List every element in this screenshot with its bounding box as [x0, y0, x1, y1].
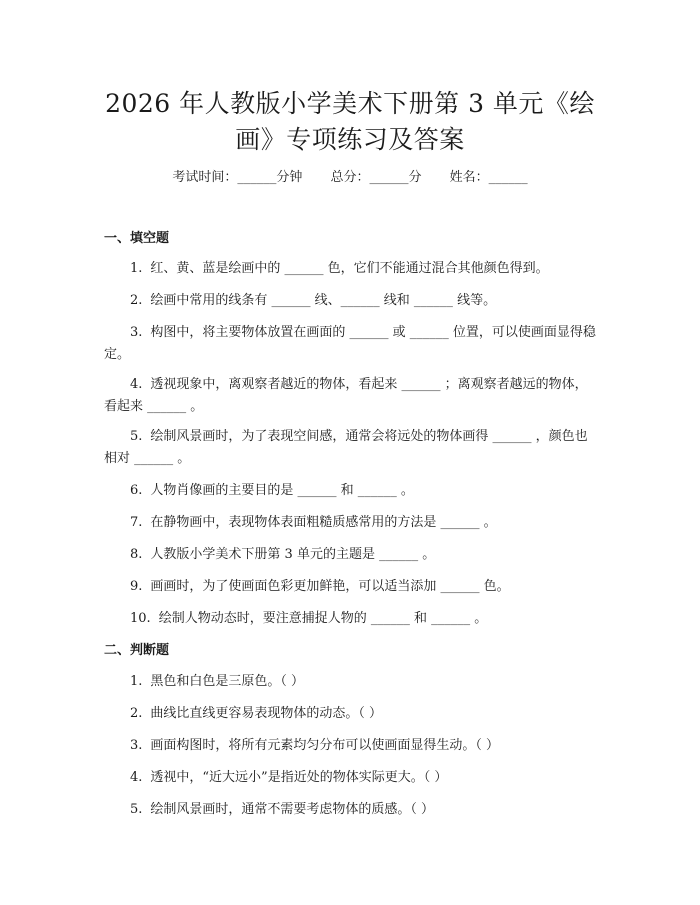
question-item	[104, 290, 600, 312]
total-score-field: 总分：______分	[330, 170, 422, 185]
question-number: 2.	[130, 293, 143, 308]
question-text: 画画时，为了使画面色彩更加鲜艳，可以适当添加 ______ 色。	[150, 579, 510, 594]
question-text: 人教版小学美术下册第 3 单元的主题是 ______ 。	[150, 547, 436, 562]
question-item	[104, 671, 600, 693]
question-item	[104, 576, 600, 598]
question-text: 绘制人物动态时，要注意捕捉人物的 ______ 和 ______ 。	[158, 611, 488, 626]
question-item	[104, 608, 600, 630]
question-text: 构图中，将主要物体放置在画面的 ______ 或 ______ 位置，可以使画面显得稳定。	[104, 325, 596, 362]
question-text: 绘画中常用的线条有 ______ 线、______ 线和 ______ 线等。	[150, 293, 497, 308]
question-text: 在静物画中，表现物体表面粗糙质感常用的方法是 ______ 。	[150, 515, 497, 530]
name-field: 姓名：______	[449, 170, 528, 185]
question-item	[104, 767, 600, 789]
document-title-line-1: 2026 年人教版小学美术下册第 3 单元《绘	[105, 89, 595, 118]
question-text: 黑色和白色是三原色。（ ）	[150, 674, 305, 689]
exam-info	[0, 168, 700, 188]
question-text: 红、黄、蓝是绘画中的 ______ 色，它们不能通过混合其他颜色得到。	[150, 261, 549, 276]
question-number: 4.	[130, 377, 143, 392]
question-item	[104, 544, 600, 566]
question-text: 透视中，“近大远小”是指近处的物体实际更大。（ ）	[150, 770, 448, 785]
question-number: 9.	[130, 579, 143, 594]
question-item	[104, 258, 600, 280]
question-item	[104, 512, 600, 534]
question-item	[104, 703, 600, 725]
exam-time-field: 考试时间：______分钟	[172, 170, 303, 185]
question-number: 8.	[130, 547, 143, 562]
section-heading-true-false: 二、判断题	[104, 643, 170, 658]
question-number: 3.	[130, 738, 143, 753]
question-item	[104, 735, 600, 757]
question-number: 1.	[130, 674, 143, 689]
question-number: 10.	[130, 611, 151, 626]
question-text: 画面构图时，将所有元素均匀分布可以使画面显得生动。（ ）	[150, 738, 500, 753]
question-number: 1.	[130, 261, 143, 276]
document-title-line-2: 画》专项练习及答案	[235, 125, 465, 154]
question-number: 4.	[130, 770, 143, 785]
question-number: 2.	[130, 706, 143, 721]
section-heading-fill-blank: 一、填空题	[104, 231, 170, 246]
question-text: 透视现象中，离观察者越近的物体，看起来 ______ ；离观察者越远的物体，看起来 ______ 。	[104, 377, 588, 414]
question-number: 6.	[130, 483, 143, 498]
question-text: 绘制风景画时，通常不需要考虑物体的质感。（ ）	[150, 802, 435, 817]
question-item	[104, 322, 600, 366]
question-number: 7.	[130, 515, 143, 530]
question-item	[104, 480, 600, 502]
question-number: 3.	[130, 325, 143, 340]
question-number: 5.	[130, 429, 143, 444]
question-item	[104, 426, 600, 470]
question-number: 5.	[130, 802, 143, 817]
question-text: 人物肖像画的主要目的是 ______ 和 ______ 。	[150, 483, 414, 498]
question-item	[104, 799, 600, 821]
question-item	[104, 374, 600, 418]
question-text: 曲线比直线更容易表现物体的动态。（ ）	[150, 706, 383, 721]
question-text: 绘制风景画时，为了表现空间感，通常会将远处的物体画得 ______ ，颜色也相对 ______ 。	[104, 429, 588, 466]
